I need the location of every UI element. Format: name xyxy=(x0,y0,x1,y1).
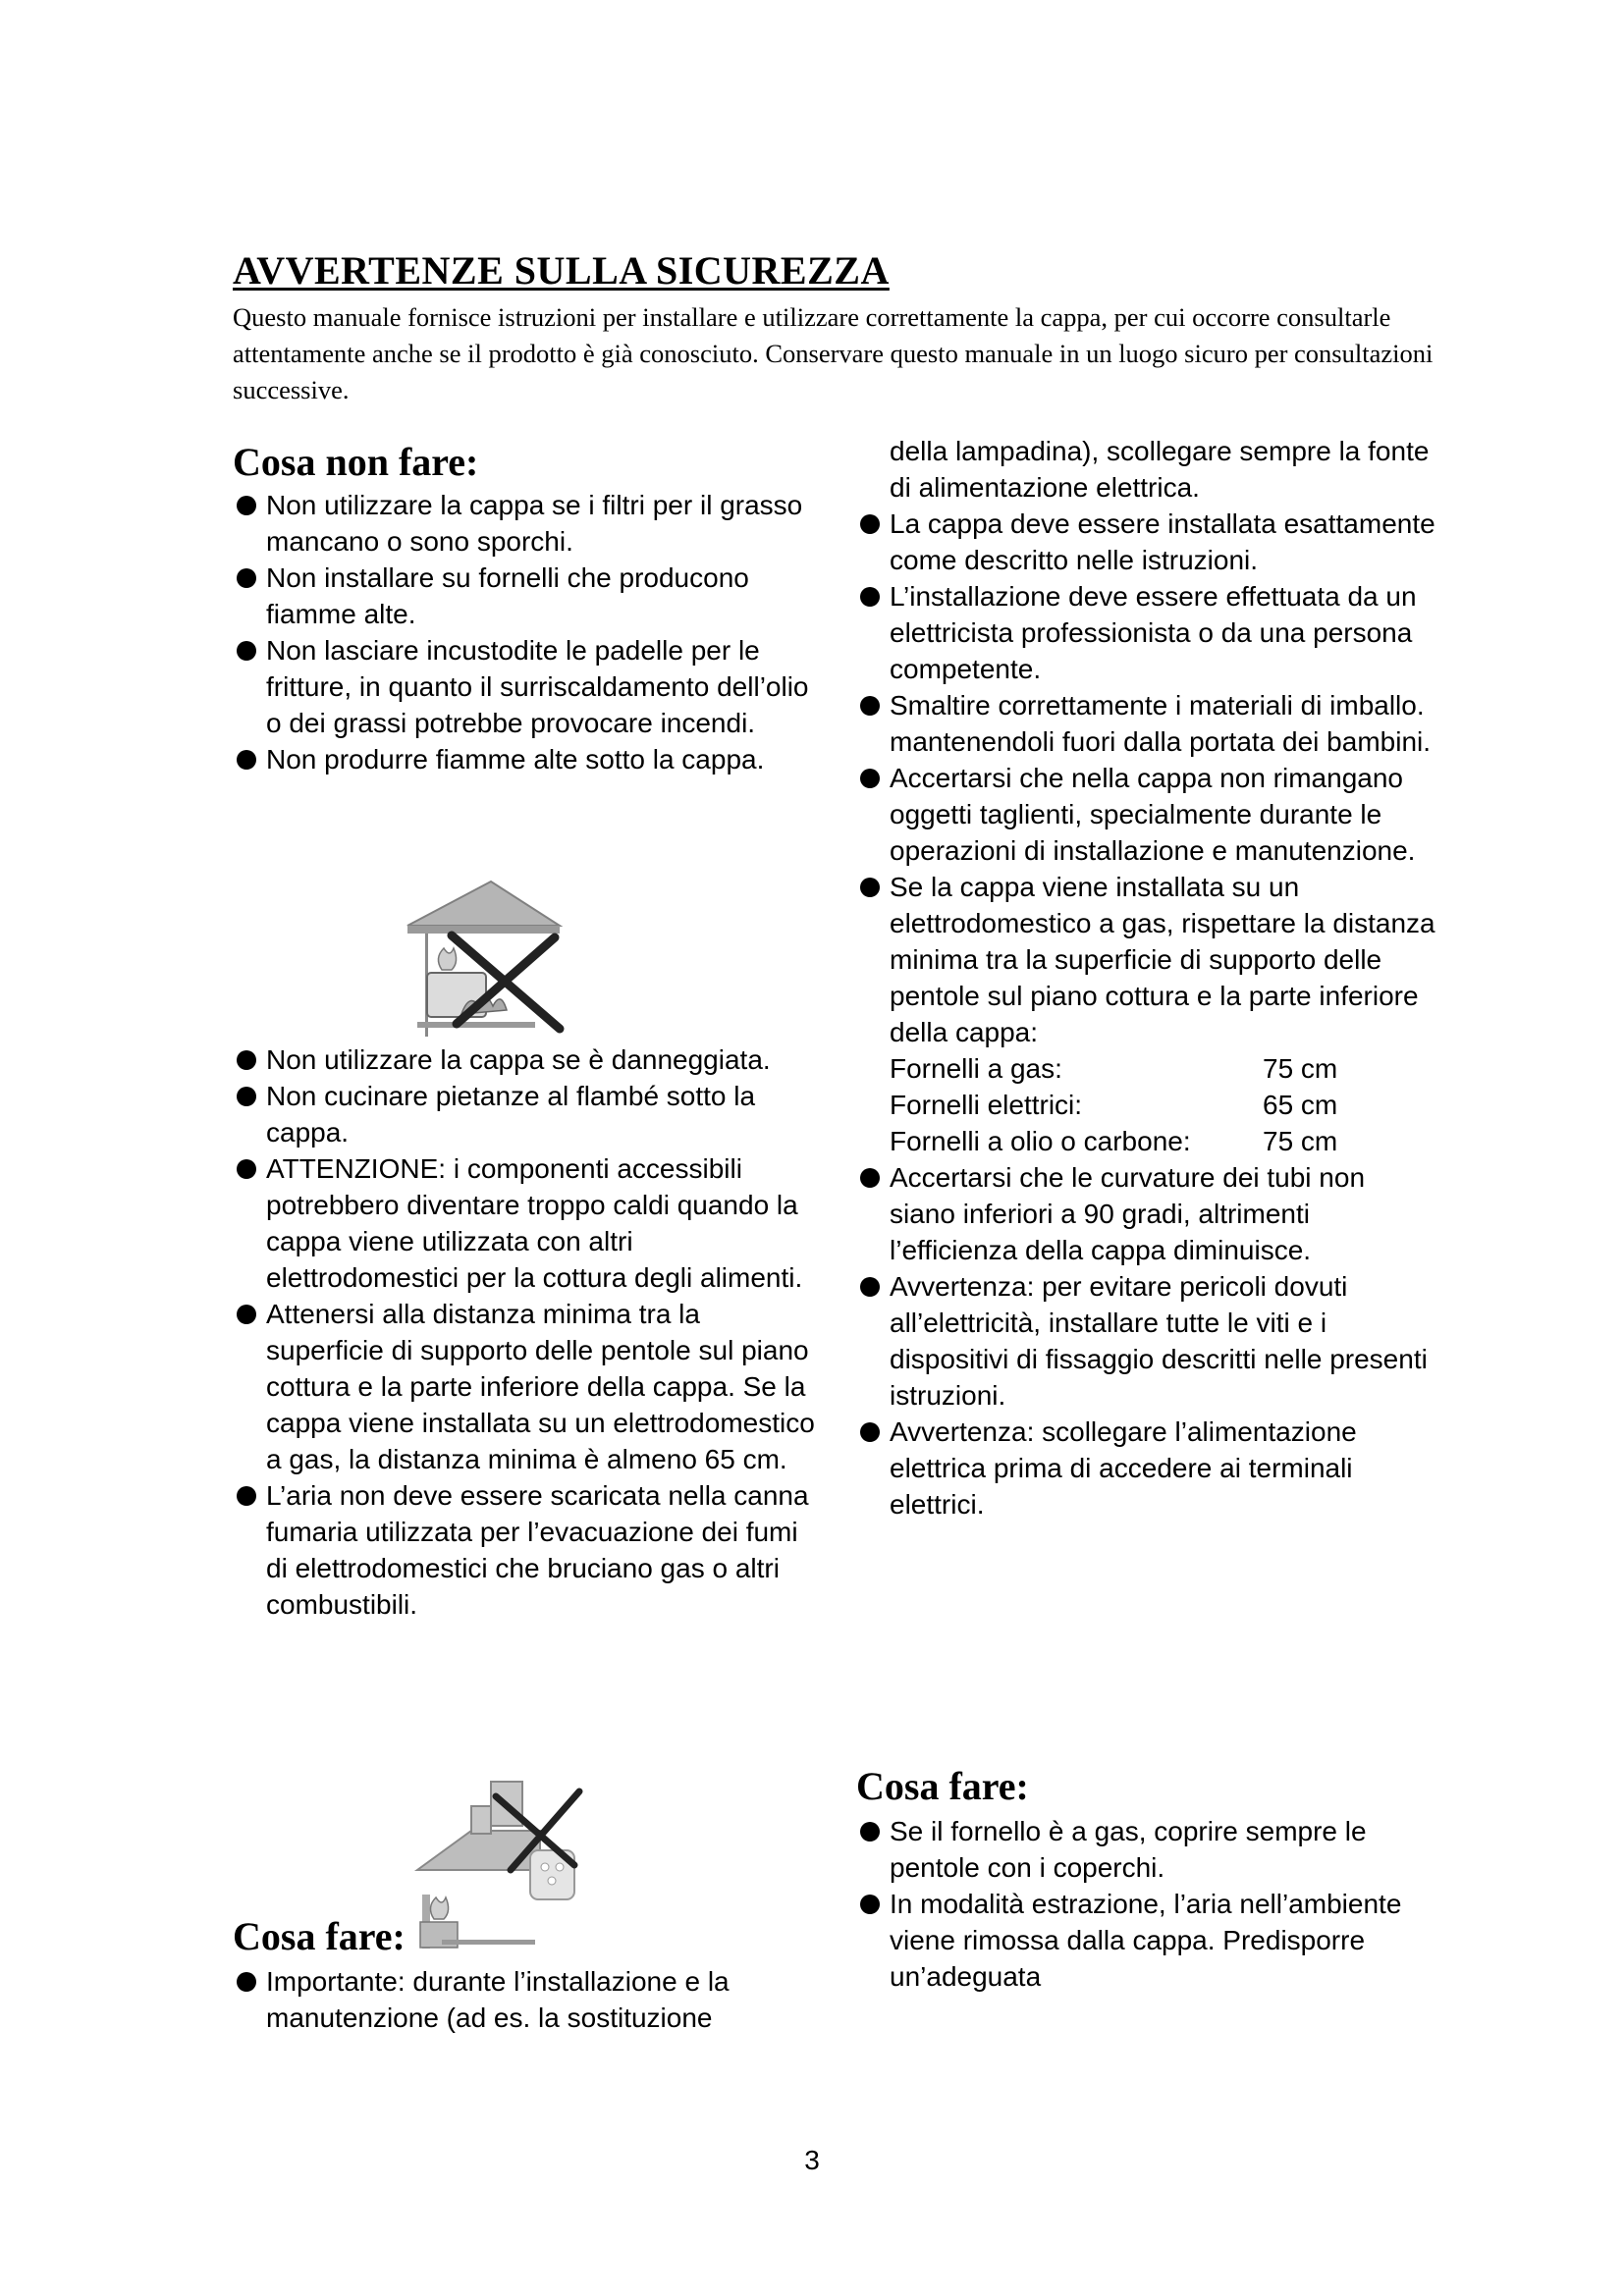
list-item: Non cucinare pietanze al flambé sotto la cappa. xyxy=(233,1078,822,1150)
bullet-icon xyxy=(860,514,880,534)
list-item: Non utilizzare la cappa se i filtri per il grasso mancano o sono sporchi. xyxy=(233,487,822,560)
bullet-icon xyxy=(237,1972,256,1992)
list-item: Non installare su fornelli che producono fiamme alte. xyxy=(233,560,822,632)
list-item: Non produrre fiamme alte sotto la cappa. xyxy=(233,741,822,777)
list-item: L’aria non deve essere scaricata nella canna fumaria utilizzata per l’evacuazione dei fumi di elettrodomestici che bruciano gas o altri combustibili. xyxy=(233,1477,822,1623)
list-item: Avvertenza: per evitare pericoli dovuti all’elettricità, installare tutte le viti e i dispositivi di fissaggio descritti nelle presenti istruzioni. xyxy=(856,1268,1435,1414)
left-column-middle xyxy=(233,1041,822,1623)
left-column-top xyxy=(233,440,822,777)
bullet-icon xyxy=(860,696,880,716)
list-item: Attenersi alla distanza minima tra la superficie di supporto delle pentole sul piano cottura e la parte inferiore della cappa. Se la cappa viene installata su un elettrodomestico a gas, la distanza minima è almeno 65 cm. xyxy=(233,1296,822,1477)
list-item: Non utilizzare la cappa se è danneggiata. xyxy=(233,1041,822,1078)
list-item: Accertarsi che le curvature dei tubi non siano inferiori a 90 gradi, altrimenti l’efficienza della cappa diminuisce. xyxy=(856,1159,1435,1268)
page-title: AVVERTENZE SULLA SICUREZZA xyxy=(233,248,890,293)
list-item: In modalità estrazione, l’aria nell’ambiente viene rimossa dalla cappa. Predisporre un’adeguata xyxy=(856,1886,1435,1995)
bullet-icon xyxy=(860,1422,880,1442)
bullet-icon xyxy=(237,1050,256,1070)
bullet-icon xyxy=(860,587,880,607)
bullet-icon xyxy=(237,568,256,588)
bullet-icon xyxy=(237,641,256,661)
bullet-icon xyxy=(237,750,256,770)
bullet-icon xyxy=(237,496,256,515)
bullet-icon xyxy=(860,1895,880,1914)
dont-heading: Cosa non fare: xyxy=(233,440,479,484)
bullet-icon xyxy=(860,1168,880,1188)
bullet-icon xyxy=(237,1159,256,1179)
bullet-icon xyxy=(237,1087,256,1106)
do-heading-right: Cosa fare: xyxy=(856,1764,1029,1808)
bullet-icon xyxy=(237,1305,256,1324)
list-item: La cappa deve essere installata esattamente come descritto nelle istruzioni. xyxy=(856,506,1435,578)
list-item: Non lasciare incustodite le padelle per le fritture, in quanto il surriscaldamento dell’olio o dei grassi potrebbe provocare incendi. xyxy=(233,632,822,741)
distance-row: Fornelli a olio o carbone: 75 cm xyxy=(890,1126,1338,1156)
right-column xyxy=(856,433,1435,1522)
list-item: Importante: durante l’installazione e la manutenzione (ad es. la sostituzione xyxy=(233,1963,822,2036)
bullet-icon xyxy=(860,878,880,897)
left-column-bottom xyxy=(233,1914,822,2036)
list-item: ATTENZIONE: i componenti accessibili potrebbero diventare troppo caldi quando la cappa viene utilizzata con altri elettrodomestici per la cottura degli alimenti. xyxy=(233,1150,822,1296)
list-item: Accertarsi che nella cappa non rimangano oggetti taglienti, specialmente durante le operazioni di installazione e manutenzione. xyxy=(856,760,1435,869)
distance-row: Fornelli a gas: 75 cm xyxy=(890,1053,1338,1084)
continuation-text: della lampadina), scollegare sempre la fonte di alimentazione elettrica. xyxy=(890,436,1430,503)
bullet-icon xyxy=(237,1486,256,1506)
right-column-bottom xyxy=(856,1764,1435,1995)
no-flames-under-hood-illustration xyxy=(398,877,569,1039)
distance-row: Fornelli elettrici: 65 cm xyxy=(890,1090,1338,1120)
list-item: Se il fornello è a gas, coprire sempre le pentole con i coperchi. xyxy=(856,1813,1435,1886)
list-item: Avvertenza: scollegare l’alimentazione elettrica prima di accedere ai terminali elettrici. xyxy=(856,1414,1435,1522)
bullet-icon xyxy=(860,1277,880,1297)
list-item: Smaltire correttamente i materiali di imballo. mantenendoli fuori dalla portata dei bambini. xyxy=(856,687,1435,760)
bullet-icon xyxy=(860,1822,880,1842)
do-heading-left: Cosa fare: xyxy=(233,1914,406,1958)
page-number: 3 xyxy=(804,2145,820,2175)
list-item: Se la cappa viene installata su un elettrodomestico a gas, rispettare la distanza minima tra la superficie di supporto delle pentole sul piano cottura e la parte inferiore della cappa: xyxy=(856,869,1435,1050)
bullet-icon xyxy=(860,769,880,788)
intro-paragraph: Questo manuale fornisce istruzioni per installare e utilizzare correttamente la cappa, per cui occorre consultarle attentamente anche se il prodotto è già conosciuto. Conservare questo manuale in un luogo sicuro per consultazioni successive. xyxy=(233,302,1434,404)
list-item: L’installazione deve essere effettuata da un elettricista professionista o da una persona competente. xyxy=(856,578,1435,687)
